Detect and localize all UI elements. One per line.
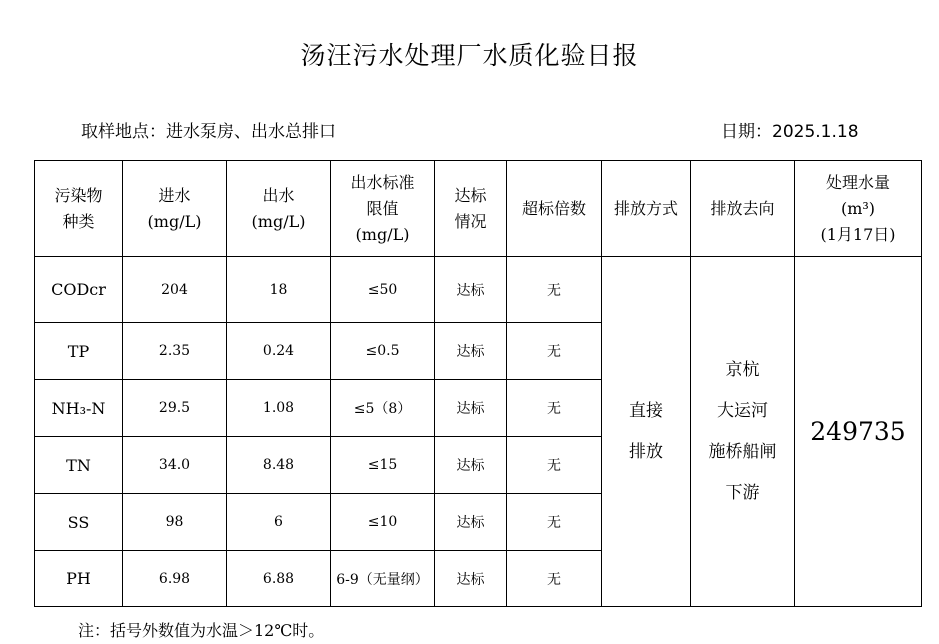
exceed-value: 无 — [507, 437, 602, 494]
header-inflow: 进水 (mg/L) — [123, 161, 227, 257]
exceed-value: 无 — [507, 380, 602, 437]
limit-value: ≤5（8） — [331, 380, 435, 437]
pollutant-name: NH₃-N — [35, 380, 123, 437]
report-title: 汤汪污水处理厂水质化验日报 — [300, 41, 639, 70]
inflow-value: 29.5 — [123, 380, 227, 437]
inflow-value: 6.98 — [123, 551, 227, 607]
header-status: 达标 情况 — [435, 161, 507, 257]
pollutant-name: TP — [35, 323, 123, 380]
outflow-value: 6.88 — [227, 551, 331, 607]
inflow-value: 98 — [123, 494, 227, 551]
pollutant-name: PH — [35, 551, 123, 607]
status-value: 达标 — [435, 380, 507, 437]
table-row — [35, 257, 922, 323]
water-quality-table — [34, 160, 922, 607]
outflow-value: 0.24 — [227, 323, 331, 380]
inflow-value: 34.0 — [123, 437, 227, 494]
status-value: 达标 — [435, 494, 507, 551]
exceed-value: 无 — [507, 551, 602, 607]
header-row — [35, 161, 922, 257]
outflow-value: 1.08 — [227, 380, 331, 437]
header-discharge-destination: 排放去向 — [691, 161, 795, 257]
limit-value: 6-9（无量纲） — [331, 551, 435, 607]
limit-value: ≤15 — [331, 437, 435, 494]
status-value: 达标 — [435, 323, 507, 380]
limit-value: ≤10 — [331, 494, 435, 551]
status-value: 达标 — [435, 437, 507, 494]
status-value: 达标 — [435, 551, 507, 607]
header-discharge-method: 排放方式 — [602, 161, 691, 257]
header-treated-volume: 处理水量 (m³) (1月17日) — [795, 161, 922, 257]
pollutant-name: CODcr — [35, 257, 123, 323]
header-limit: 出水标准 限值 (mg/L) — [331, 161, 435, 257]
discharge-destination-cell: 京杭 大运河 施桥船闸 下游 — [691, 257, 795, 607]
status-value: 达标 — [435, 257, 507, 323]
report-date: 日期：2025.1.18 — [721, 122, 859, 142]
pollutant-name: TN — [35, 437, 123, 494]
limit-value: ≤0.5 — [331, 323, 435, 380]
outflow-value: 8.48 — [227, 437, 331, 494]
sampling-location: 取样地点：进水泵房、出水总排口 — [81, 122, 336, 142]
exceed-value: 无 — [507, 257, 602, 323]
footnote: 注：括号外数值为水温＞12℃时。 — [78, 621, 325, 640]
discharge-method-cell: 直接 排放 — [602, 257, 691, 607]
exceed-value: 无 — [507, 323, 602, 380]
outflow-value: 6 — [227, 494, 331, 551]
header-exceed: 超标倍数 — [507, 161, 602, 257]
header-outflow: 出水 (mg/L) — [227, 161, 331, 257]
inflow-value: 204 — [123, 257, 227, 323]
pollutant-name: SS — [35, 494, 123, 551]
limit-value: ≤50 — [331, 257, 435, 323]
treated-volume-value: 249735 — [795, 257, 922, 607]
outflow-value: 18 — [227, 257, 331, 323]
header-pollutant: 污染物 种类 — [35, 161, 123, 257]
exceed-value: 无 — [507, 494, 602, 551]
inflow-value: 2.35 — [123, 323, 227, 380]
